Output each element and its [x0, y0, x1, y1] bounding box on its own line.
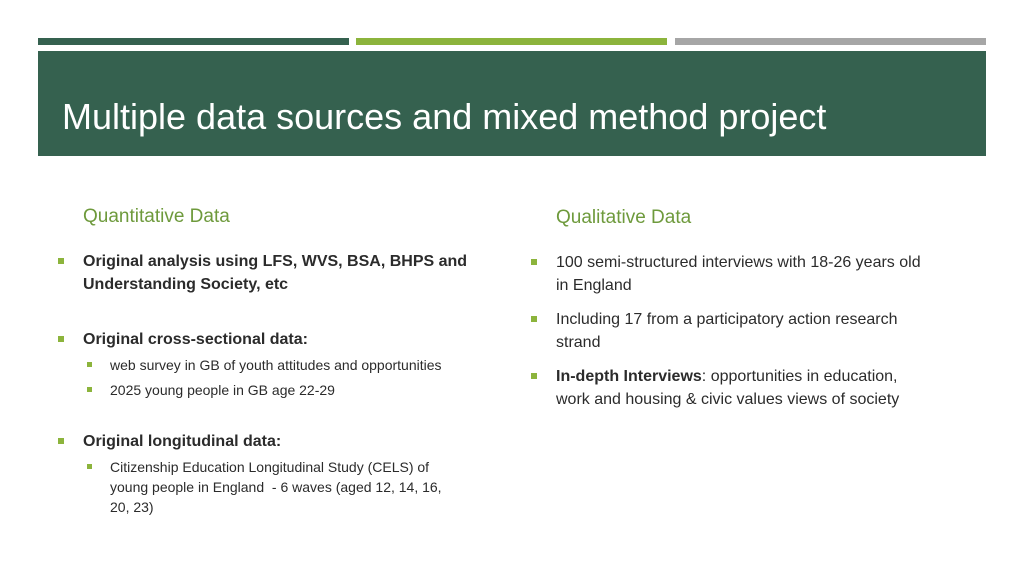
title-band: [38, 51, 986, 156]
quant-subitem-web-survey: web survey in GB of youth attitudes and opportunities: [110, 355, 442, 375]
qual-item-participatory: Including 17 from a participatory action research strand: [556, 308, 898, 354]
qual-item-interviews: 100 semi-structured interviews with 18-26 years old in England: [556, 251, 921, 297]
square-bullet-icon: [87, 387, 92, 392]
square-bullet-icon: [58, 438, 64, 444]
square-bullet-icon: [531, 373, 537, 379]
accent-bar-dark-green: [38, 38, 349, 45]
quant-item-longitudinal: Original longitudinal data:: [83, 430, 281, 453]
square-bullet-icon: [58, 336, 64, 342]
quantitative-heading: Quantitative Data: [83, 206, 230, 227]
square-bullet-icon: [531, 316, 537, 322]
qual-item-in-depth: In-depth Interviews: opportunities in education, work and housing & civic values views of society: [556, 365, 899, 411]
quant-subitem-young-people: 2025 young people in GB age 22-29: [110, 380, 335, 400]
quant-item-cross-sectional: Original cross-sectional data:: [83, 328, 308, 351]
square-bullet-icon: [87, 464, 92, 469]
square-bullet-icon: [531, 259, 537, 265]
accent-bar-gray: [675, 38, 986, 45]
slide-title: Multiple data sources and mixed method project: [62, 96, 827, 137]
accent-bar-light-green: [356, 38, 667, 45]
quant-subitem-cels: Citizenship Education Longitudinal Study (CELS) of young people in England - 6 waves (aged 12, 14, 16, 20, 23): [110, 457, 442, 517]
square-bullet-icon: [87, 362, 92, 367]
square-bullet-icon: [58, 258, 64, 264]
qualitative-heading: Qualitative Data: [556, 207, 692, 228]
quant-item-analysis: Original analysis using LFS, WVS, BSA, BHPS and Understanding Society, etc: [83, 250, 467, 296]
